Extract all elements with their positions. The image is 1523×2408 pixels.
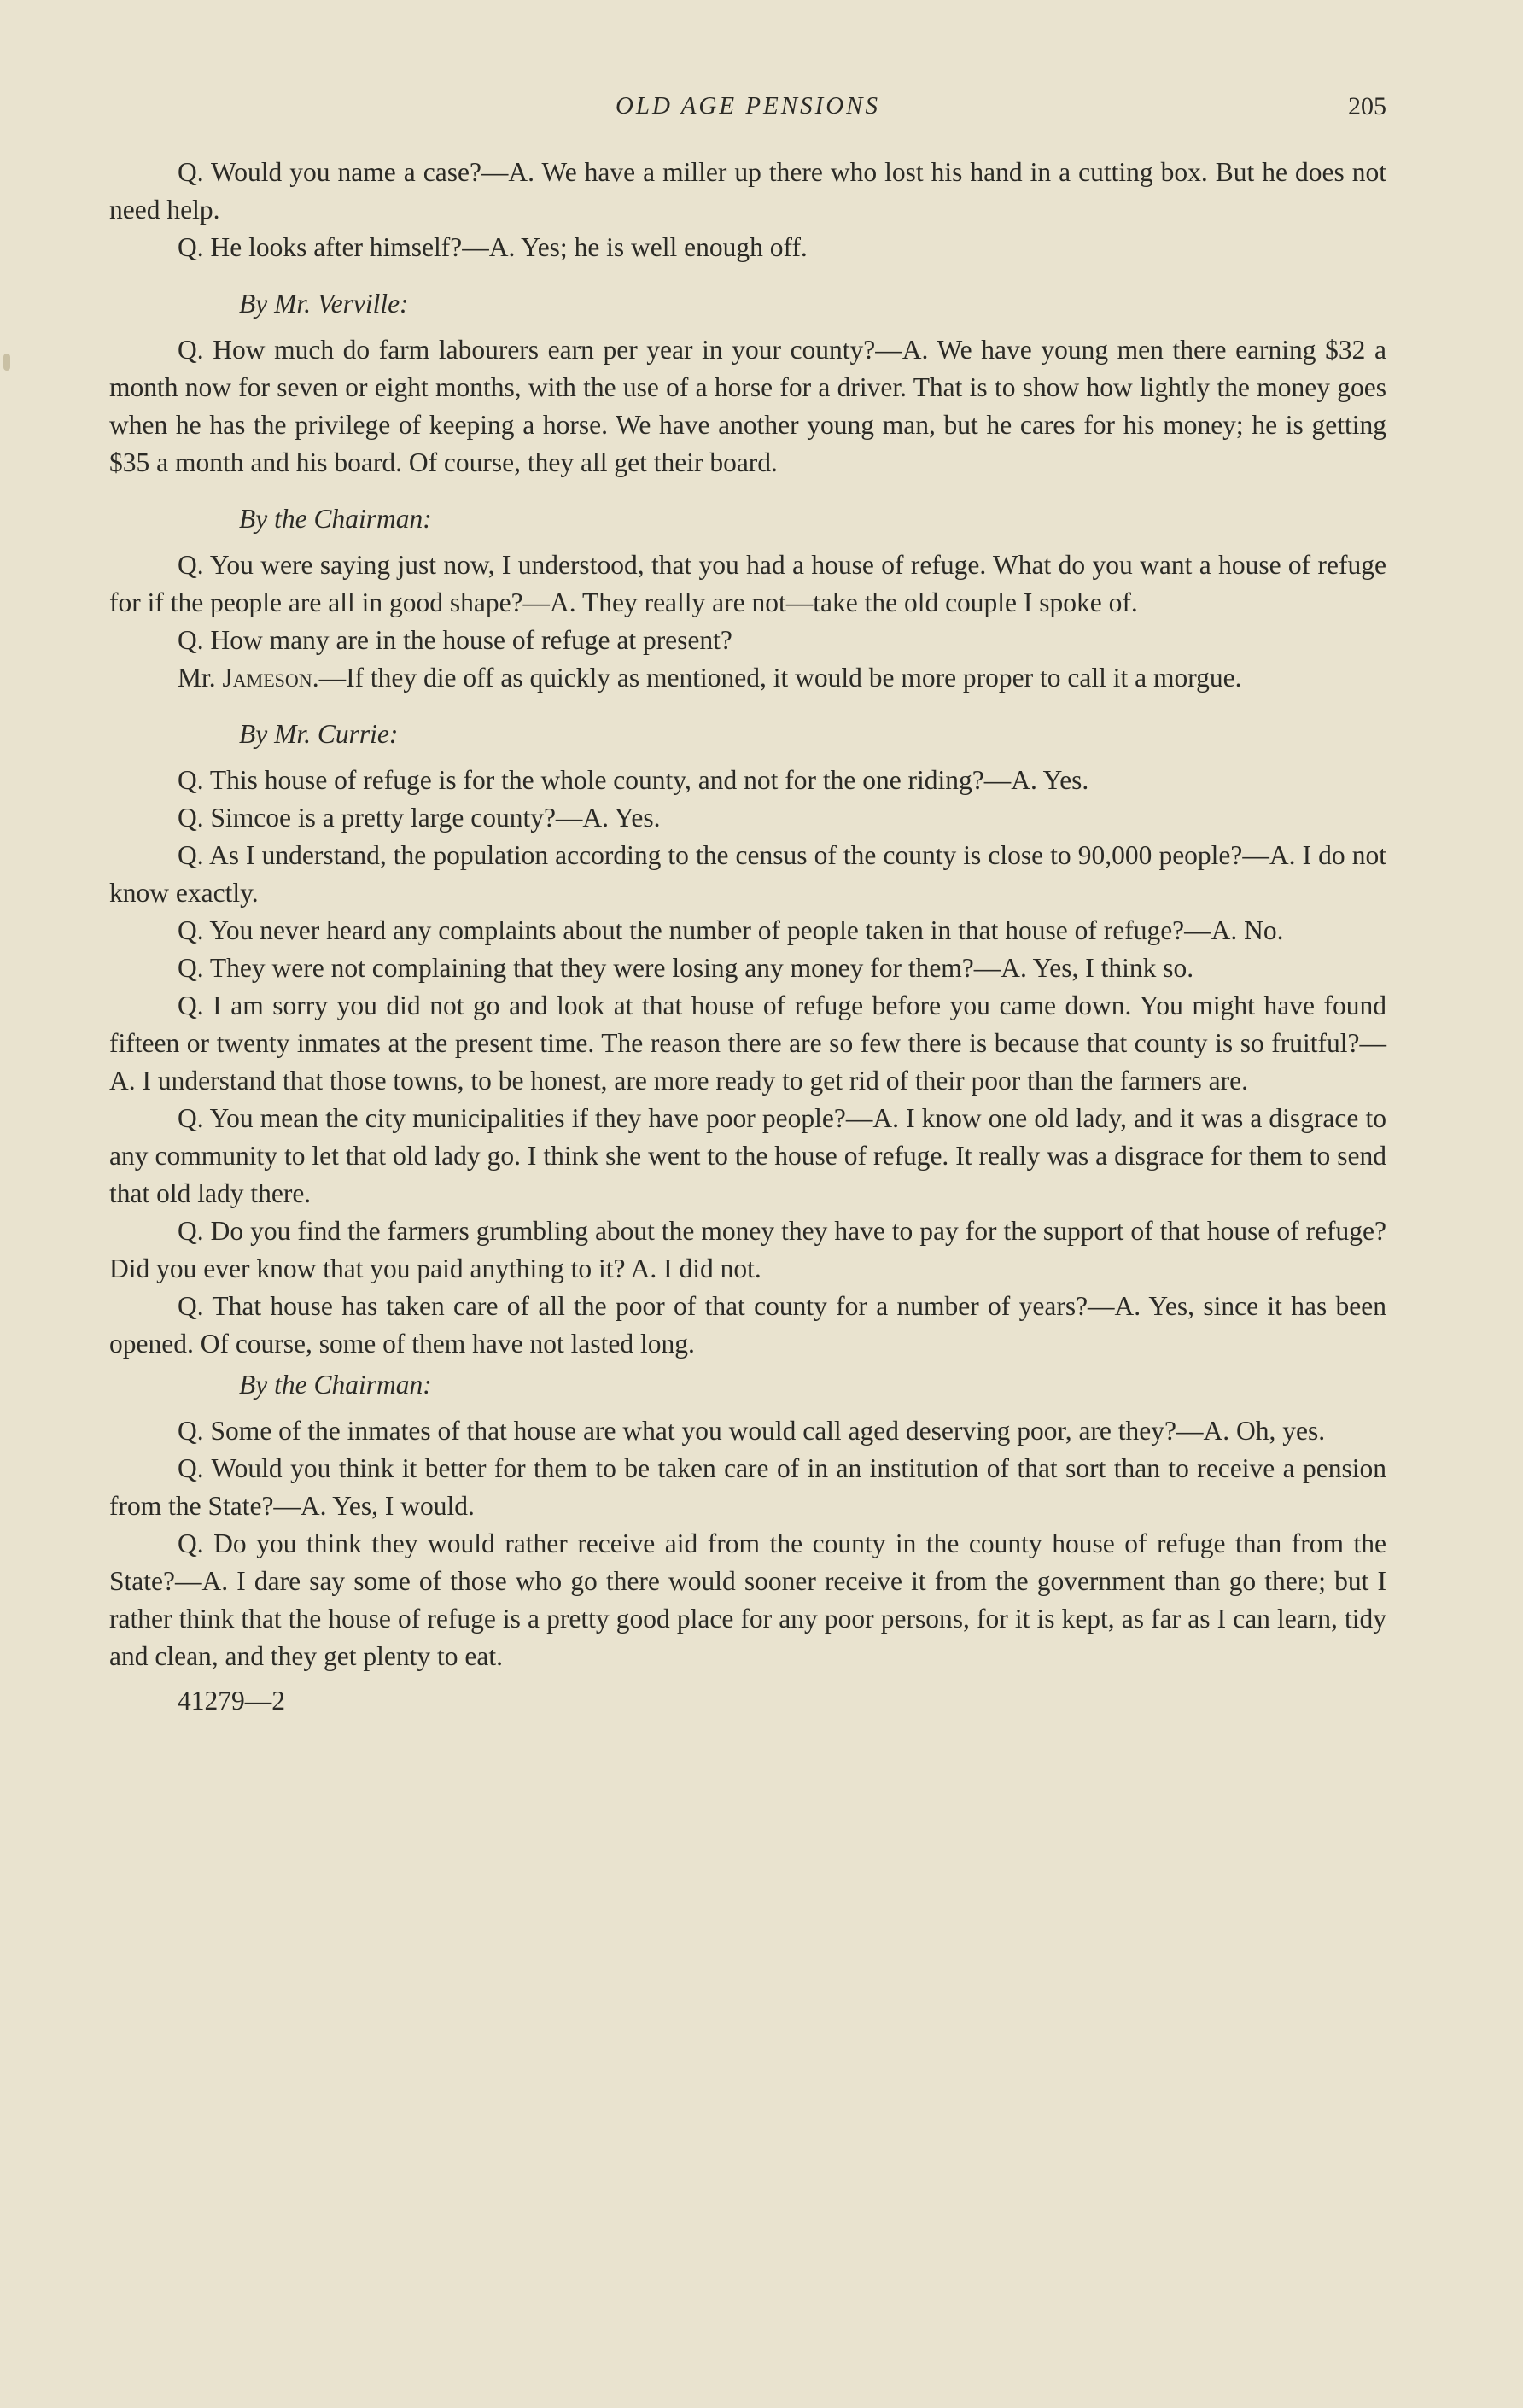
speaker-heading: By Mr. Verville:: [239, 289, 409, 319]
question-answer: Q. Would you name a case?—A. We have a miller up there who lost his hand in a cutting box. But he does not need help.: [109, 157, 1386, 225]
speaker-name: Jameson: [222, 663, 312, 693]
question-answer: Q. You mean the city municipalities if they have poor people?—A. I know one old lady, and it was a disgrace to any community to let that old lady go. I think she went to the house of refuge. It really was a disgrace for them to send that old lady there.: [109, 1103, 1386, 1208]
running-header: [109, 92, 1386, 130]
speaker-heading: By the Chairman:: [239, 1370, 432, 1400]
question-answer: Q. That house has taken care of all the poor of that county for a number of years?—A. Yes, since it has been opened. Of course, some of them have not lasted long.: [109, 1291, 1386, 1359]
question-answer: Q. You never heard any complaints about the number of people taken in that house of refuge?—A. No.: [178, 915, 1284, 945]
speaker-prefix: Mr.: [178, 663, 216, 693]
speaker-heading: By Mr. Currie:: [239, 719, 399, 749]
question-answer: Q. I am sorry you did not go and look at that house of refuge before you came down. You might have found fifteen or twenty inmates at the present time. The reason there are so few there is because that county is so fruitful?—A. I understand that those towns, to be honest, are more ready to get rid of their poor than the farmers are.: [109, 991, 1386, 1096]
paper-speck: [3, 354, 10, 371]
question-answer: Q. You were saying just now, I understood, that you had a house of refuge. What do you want a house of refuge for if the people are all in good shape?—A. They really are not—take the old couple I spoke of.: [109, 550, 1386, 617]
question-answer: Q. This house of refuge is for the whole county, and not for the one riding?—A. Yes.: [178, 765, 1089, 795]
question-answer: Q. Do you find the farmers grumbling about the money they have to pay for the support of that house of refuge? Did you ever know that you paid anything to it? A. I did not.: [109, 1216, 1386, 1283]
statement-text: .—If they die off as quickly as mentioned, it would be more proper to call it a morgue.: [312, 663, 1242, 693]
running-title: OLD AGE PENSIONS: [615, 92, 881, 120]
question-answer: Q. How much do farm labourers earn per year in your county?—A. We have young men there earning $32 a month now for seven or eight months, with the use of a horse for a driver. That is to show how lightly the money goes when he has the privilege of keeping a horse. We have another young man, but he cares for his money; he is getting $35 a month and his board. Of course, they all get their board.: [109, 335, 1386, 477]
question-answer: Q. How many are in the house of refuge at present?: [178, 625, 732, 655]
page-body: [109, 154, 1386, 1720]
question-answer: Q. Some of the inmates of that house are what you would call aged deserving poor, are they?—A. Oh, yes.: [178, 1416, 1326, 1446]
question-answer: Q. Would you think it better for them to be taken care of in an institution of that sort than to receive a pension from the State?—A. Yes, I would.: [109, 1453, 1386, 1521]
statement: [109, 659, 1386, 697]
question-answer: Q. As I understand, the population according to the census of the county is close to 90,000 people?—A. I do not know exactly.: [109, 840, 1386, 908]
question-answer: Q. Simcoe is a pretty large county?—A. Yes.: [178, 803, 661, 833]
question-answer: Q. Do you think they would rather receive aid from the county in the county house of refuge than from the State?—A. I dare say some of those who go there would sooner receive it from the government than go there; but I rather think that the house of refuge is a pretty good place for any poor persons, for it is kept, as far as I can learn, tidy and clean, and they get plenty to eat.: [109, 1528, 1386, 1671]
question-answer: Q. They were not complaining that they were losing any money for them?—A. Yes, I think so.: [178, 953, 1194, 983]
question-answer: Q. He looks after himself?—A. Yes; he is well enough off.: [178, 232, 808, 262]
speaker-heading: By the Chairman:: [239, 504, 432, 534]
printer-signature: 41279—2: [178, 1686, 285, 1715]
page-number: 205: [1348, 92, 1386, 120]
